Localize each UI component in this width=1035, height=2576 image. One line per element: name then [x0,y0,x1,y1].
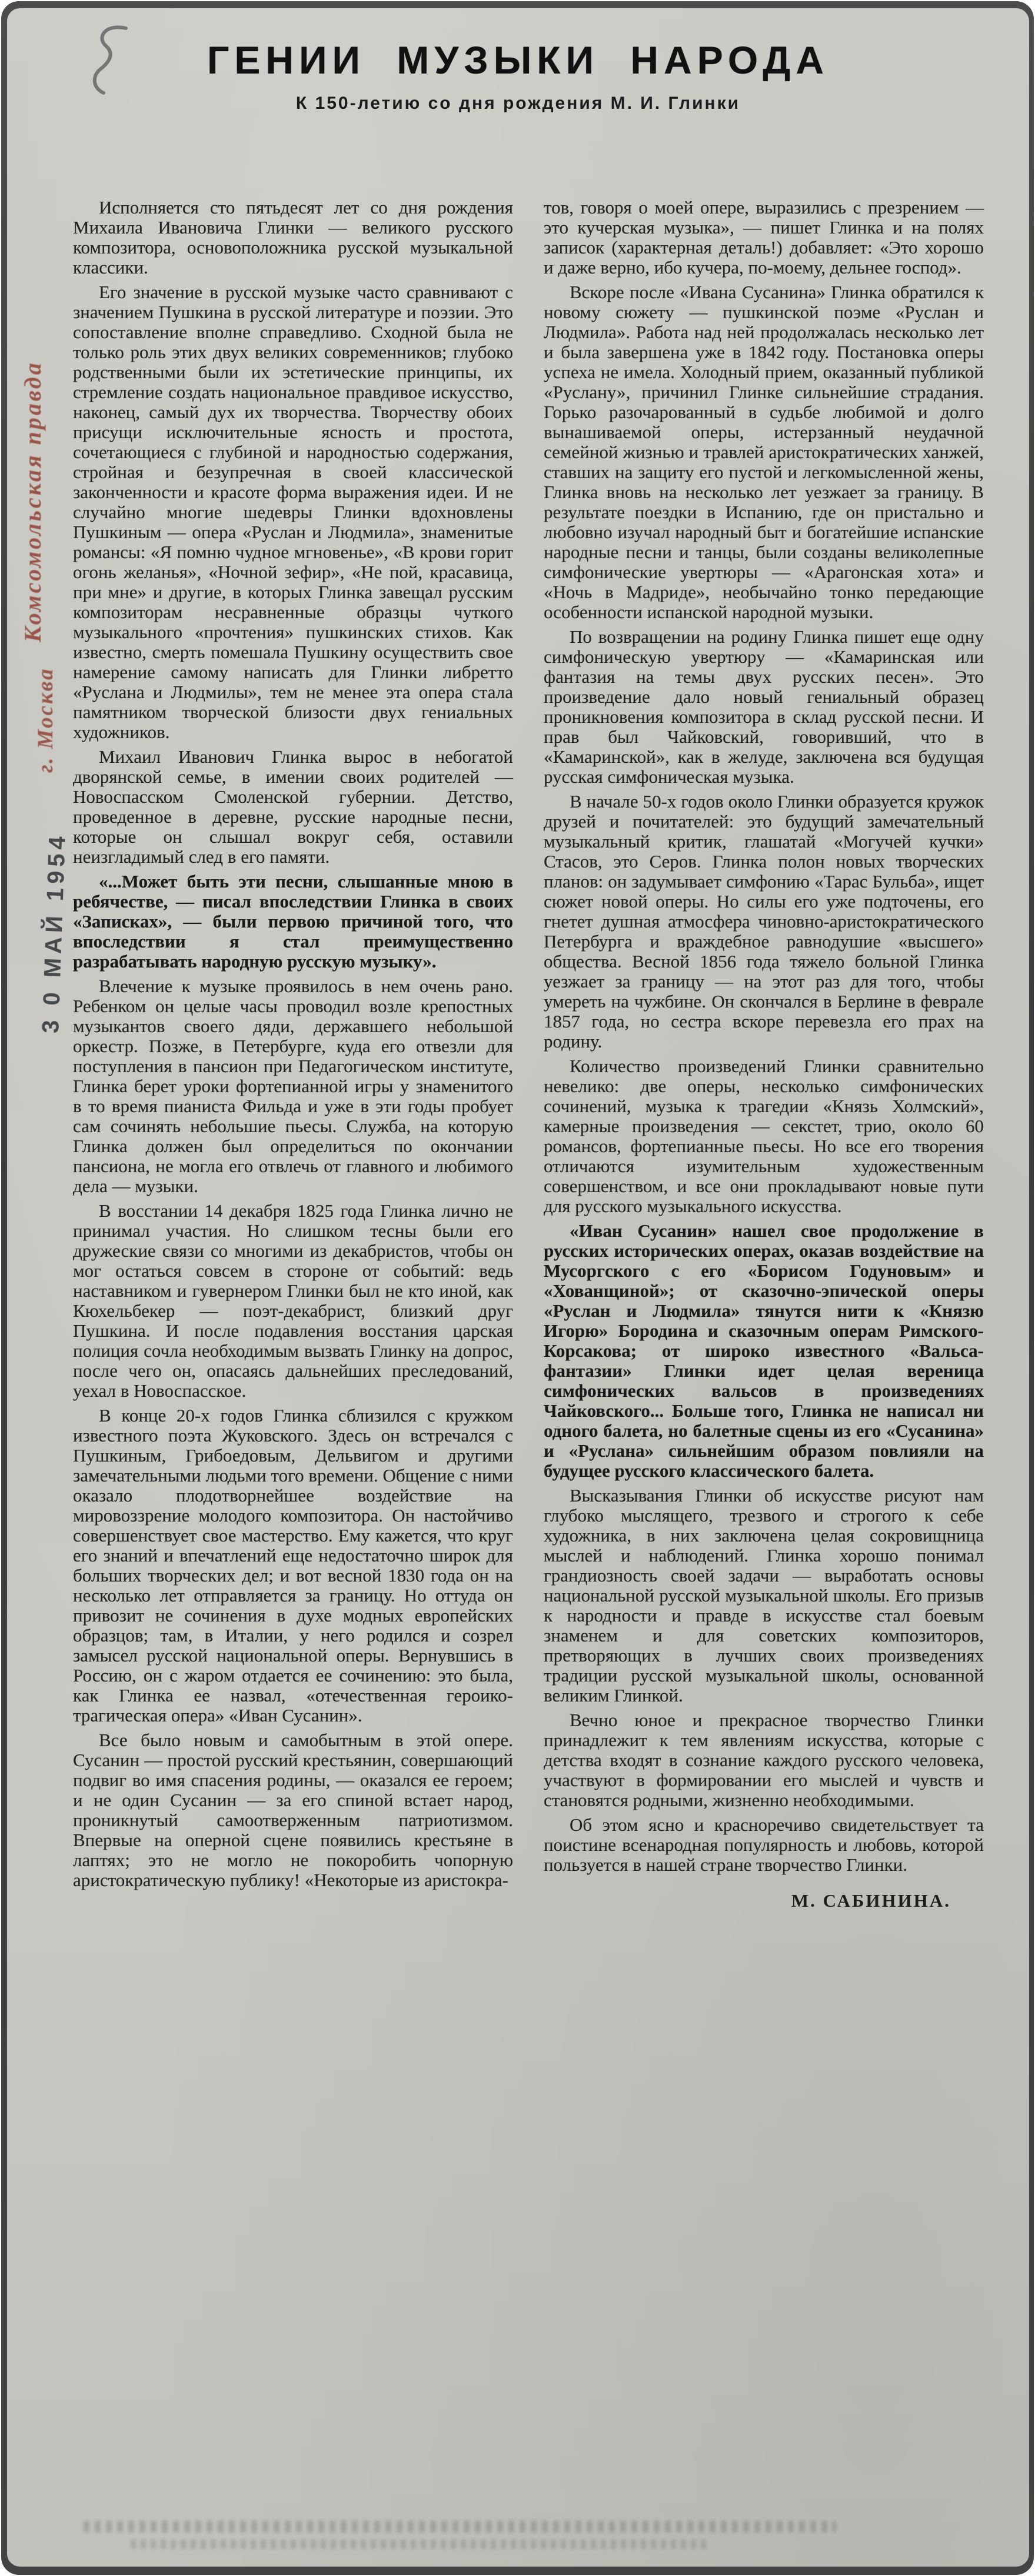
city-stamp: г. Москва [34,667,58,773]
bleed-through-print [131,2540,707,2549]
article-title: ГЕНИИ МУЗЫКИ НАРОДА [207,38,829,82]
paragraph: В восстании 14 декабря 1825 года Глинка лично не принимал участия. Но слишком тесны были его дружеские связи со многими из декабристов, чтобы он мог остаться совсем в стороне от событий: ведь наставником и гувернером Глинки был не кто иной, как Кюхельбекер — поэт-декабрист, близкий друг Пушкина. И после подавления восстания царская полиция сочла необходимым вызвать Глинку на допрос, после чего он, опасаясь дальнейших преследований, уехал в Новоспасское. [73,1200,513,1401]
article-header [7,39,1029,114]
left-column [73,198,513,1911]
paragraph: Вечно юное и прекрасное творчество Глинки принадлежит к тем явлениям искусства, которые с детства входят в сознание каждого русского человека, участвуют в формировании его мыслей и чувств и становятся родными, жизненно необходимыми. [544,1710,984,1810]
article-subtitle: К 150-летию со дня рождения М. И. Глинки [295,93,741,113]
paragraph: По возвращении на родину Глинка пишет еще одну симфоническую увертюру — «Камаринская или фантазия на темы двух русских песен». Это произведение дало новый гениальный образец проникновения композитора в склад русской песни. И прав был Чайковский, говоривший, что в «Камаринской», как в желуде, заключена вся будущая русская симфоническая музыка. [544,626,984,787]
paragraph: Об этом ясно и красноречиво свидетельствует та поистине всенародная популярность и любовь, которой пользуется в нашей стране творчество Глинки. [544,1814,984,1875]
newspaper-name-stamp: Комсомольская правда [19,361,46,642]
newspaper-page [7,8,1029,2567]
paragraph-continuation: тов, говоря о моей опере, выразились с презрением — это кучерская музыка», — пишет Глинка и на полях записок (характерная деталь!) добавляет: «Это хорошо и даже верно, ибо кучера, по-моему, дельнее господ». [544,197,984,278]
paragraph: Влечение к музыке проявилось в нем очень рано. Ребенком он целые часы проводил возле крепостных музыкантов своего дяди, державшего небольшой оркестр. Позже, в Петербурге, куда его отвезли для поступления в пансион при Педагогическом институте, Глинка берет уроки фортепианной игры у знаменитого в то время пианиста Фильда и уже в эти годы пробует сам сочинять небольшие пьесы. Служба, на которую Глинка должен был определиться по окончании пансиона, не могла его отвлечь от главного и любимого дела — музыки. [73,976,513,1196]
paragraph: Его значение в русской музыке часто сравнивают с значением Пушкина в русской литературе и поэзии. Это сопоставление вполне справедливо. Сходной была не только роль этих двух великих современников; глубоко родственными были их эстетические принципы, их стремление создать национальное правдивое искусство, наконец, самый дух их творчества. Творчеству обоих присущи исключительные ясность и простота, сочетающиеся с глубиной и народностью содержания, стройная и безупречная в своей классической законченности и красоте форма выражения идеи. И не случайно многие шедевры Глинки вдохновлены Пушкиным — опера «Руслан и Людмила», знаменитые романсы: «Я помню чудное мгновенье», «В крови горит огонь желанья», «Ночной зефир», «Не пой, красавица, при мне» и другие, в которых Глинка завещал русским композиторам несравненные образцы чуткого музыкального «прочтения» пушкинских стихов. Как известно, смерть помешала Пушкину осуществить свое намерение самому написать для Глинки либретто «Руслана и Людмилы», тем не менее эта опера стала памятником творческой близости двух гениальных художников. [73,282,513,742]
bleed-through-print [84,2521,837,2532]
paragraph: Вскоре после «Ивана Сусанина» Глинка обратился к новому сюжету — пушкинской поэме «Руслан и Людмила». Работа над ней продолжалась несколько лет и была завершена уже в 1842 году. Постановка оперы успеха не имела. Холодный прием, оказанный публикой «Руслану», причинил Глинке сильнейшие страдания. Горько разочарованный в судьбе любимой и долго вынашиваемой оперы, истерзанный неудачной семейной жизнью и травлей аристократических ханжей, ставших на защиту его пустой и легкомысленной жены, Глинка вновь на несколько лет уезжает за границу. В результате поездки в Испанию, где он пристально и любовно изучал народный быт и богатейшие испанские народные песни и танцы, были созданы великолепные симфонические увертюры — «Арагонская хота» и «Ночь в Мадриде», необычайно тонко передающие особенности испанской народной музыки. [544,282,984,622]
paragraph: Исполняется сто пятьдесят лет со дня рождения Михаила Ивановича Глинки — великого русского композитора, основоположника русской музыкальной классики. [73,197,513,278]
paragraph: В начале 50-х годов около Глинки образуется кружок друзей и почитателей: это будущий замечательный музыкальный критик, глашатай «Могучей кучки» Стасов, это Серов. Глинка полон новых творческих планов: он задумывает симфонию «Тарас Бульба», ищет сюжет новой оперы. Но силы его уже подточены, его гнетет душная атмосфера чиновно-аристократического Петербурга и враждебное равнодушие «высшего» общества. Весной 1856 года тяжело больной Глинка уезжает за границу — на этот раз для того, чтобы умереть на чужбине. Он скончался в Берлине в феврале 1857 года, но сестра вскоре перевезла его прах на родину. [544,791,984,1052]
date-stamp: 3 0 МАЙ 1954 [38,832,71,1034]
article-body [73,198,984,1911]
paragraph: Михаил Иванович Глинка вырос в небогатой дворянской семье, в имении своих родителей — Новоспасском Смоленской губернии. Детство, проведенное в деревне, русские народные песни, которые он слышал вокруг себя, оставили неизгладимый след в его памяти. [73,746,513,867]
right-column [544,198,984,1911]
paragraph: Высказывания Глинки об искусстве рисуют нам глубоко мыслящего, трезвого и строгого к себе художника, в них заключена целая сокровищница мыслей и наблюдений. Глинка хорошо понимал грандиозность своей задачи — выработать основы национальной русской музыкальной школы. Его призыв к народности и правде в искусстве стал боевым знаменем и для советских композиторов, претворяющих в лучших своих произведениях традиции русской музыкальной школы, основанной великим Глинкой. [544,1485,984,1706]
paragraph-emphasis: «Иван Сусанин» нашел свое продолжение в русских исторических операх, оказав воздействие на Мусоргского с его «Борисом Годуновым» и «Хованщиной»; от сказочно-эпической оперы «Руслан и Людмила» тянутся нити к «Князю Игорю» Бородина и сказочным операм Римского-Корсакова; от широко известного «Вальса-фантазии» Глинки идет целая вереница симфонических вальсов в произведениях Чайковского... Больше того, Глинка не написал ни одного балета, но балетные сцены из его «Сусанина» и «Руслана» сильнейшим образом повлияли на будущее русского классического балета. [544,1220,984,1481]
paragraph: Количество произведений Глинки сравнительно невелико: две оперы, несколько симфонических сочинений, музыка к трагедии «Князь Холмский», камерные произведения — секстет, трио, около 60 романсов, фортепианные пьесы. Но все его творения отличаются изумительным художественным совершенством, и все они прокладывают новые пути для русского музыкального искусства. [544,1056,984,1216]
paragraph: В конце 20-х годов Глинка сблизился с кружком известного поэта Жуковского. Здесь он встречался с Пушкиным, Грибоедовым, Дельвигом и другими замечательными людьми того времени. Общение с ними оказало плодотворнейшее воздействие на мировоззрение молодого композитора. Он настойчиво совершенствует свое мастерство. Ему кажется, что круг его знаний и впечатлений еще недостаточно широк для больших творческих дел; и вот весной 1830 года он на несколько лет отправляется за границу. Но оттуда он привозит не сочинения в духе модных европейских образцов; там, в Италии, у него родился и созрел замысел русской национальной оперы. Вернувшись в Россию, он с жаром отдается ее сочинению: это была, как Глинка ее назвал, «отечественная героико-трагическая опера» «Иван Сусанин». [73,1405,513,1726]
paragraph-quote: «...Может быть эти песни, слышанные мною в ребячестве, — писал впоследствии Глинка в своих «Записках», — были первою причиной того, что впоследствии я стал преимущественно разрабатывать народную русскую музыку». [73,871,513,972]
author-signature: М. САБИНИНА. [791,1890,951,1911]
paragraph: Все было новым и самобытным в этой опере. Сусанин — простой русский крестьянин, совершающий подвиг во имя спасения родины, — оказался ее героем; и не один Сусанин — за его спиной встает народ, проникнутый самоотверженным патриотизмом. Впервые на оперной сцене появились крестьяне в лаптях; это не могло не покоробить чопорную аристократическую публику! «Некоторые из аристокра- [73,1730,513,1890]
